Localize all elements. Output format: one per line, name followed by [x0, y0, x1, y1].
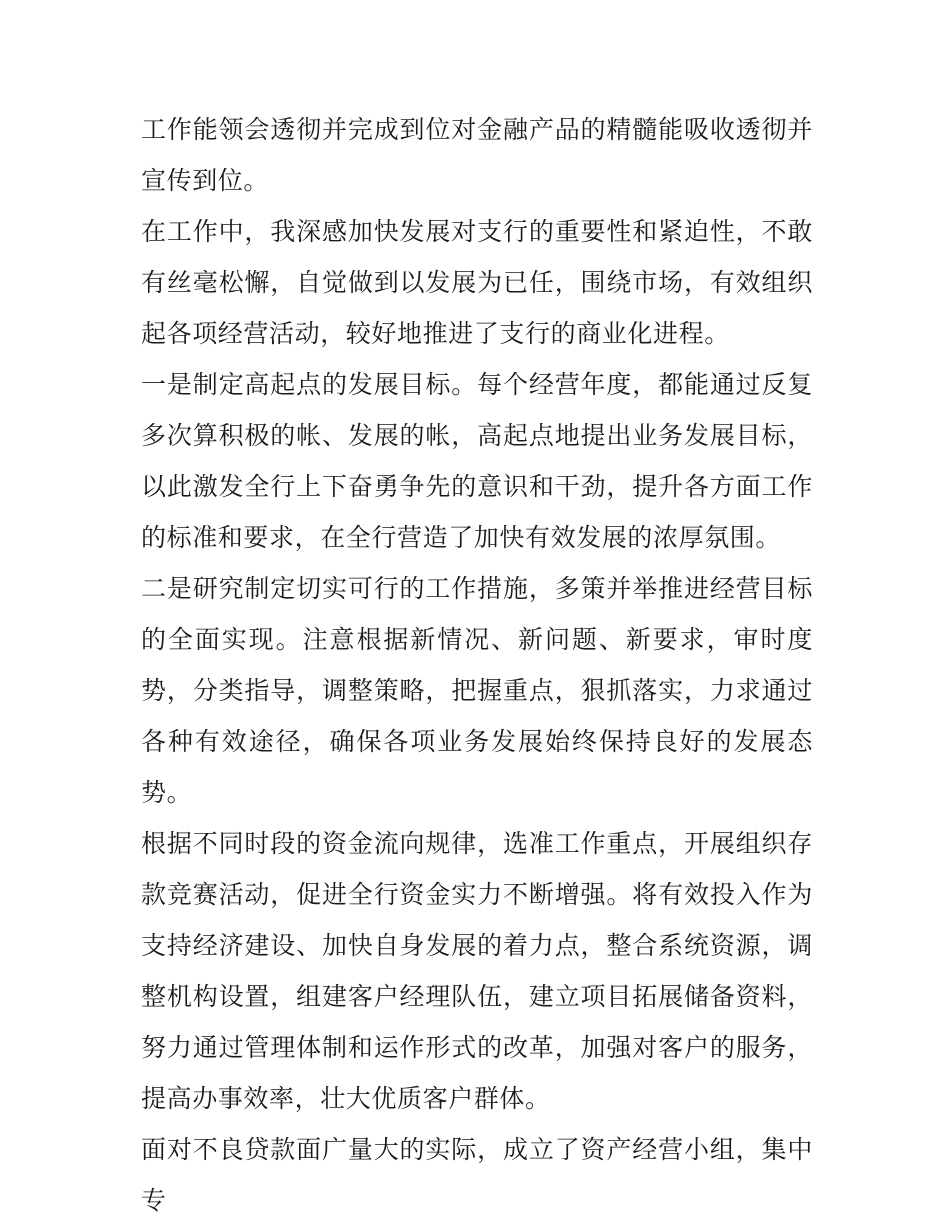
paragraph-4: 二是研究制定切实可行的工作措施，多策并举推进经营目标的全面实现。注意根据新情况、新问题、新要求，审时度势，分类指导，调整策略，把握重点，狠抓落实，力求通过各种有效途径，确保各项业务发展始终保持良好的发展态势。	[141, 574, 813, 807]
paragraph-5: 根据不同时段的资金流向规律，选准工作重点，开展组织存款竞赛活动，促进全行资金实力不断增强。将有效投入作为支持经济建设、加快自身发展的着力点，整合系统资源，调整机构设置，组建客户经理队伍，建立项目拓展储备资料，努力通过管理体制和运作形式的改革，加强对客户的服务，提高办事效率，壮大优质客户群体。	[141, 829, 813, 1113]
document-body	[141, 104, 813, 1226]
paragraph-2: 在工作中，我深感加快发展对支行的重要性和紧迫性，不敢有丝毫松懈，自觉做到以发展为已任，围绕市场，有效组织起各项经营活动，较好地推进了支行的商业化进程。	[141, 217, 813, 348]
paragraph-3: 一是制定高起点的发展目标。每个经营年度，都能通过反复多次算积极的帐、发展的帐，高起点地提出业务发展目标，以此激发全行上下奋勇争先的意识和干劲，提升各方面工作的标准和要求，在全行营造了加快有效发展的浓厚氛围。	[141, 370, 813, 552]
paragraph-6: 面对不良贷款面广量大的实际，成立了资产经营小组，集中专	[141, 1135, 813, 1215]
paragraph-1: 工作能领会透彻并完成到位对金融产品的精髓能吸收透彻并宣传到位。	[141, 115, 813, 195]
